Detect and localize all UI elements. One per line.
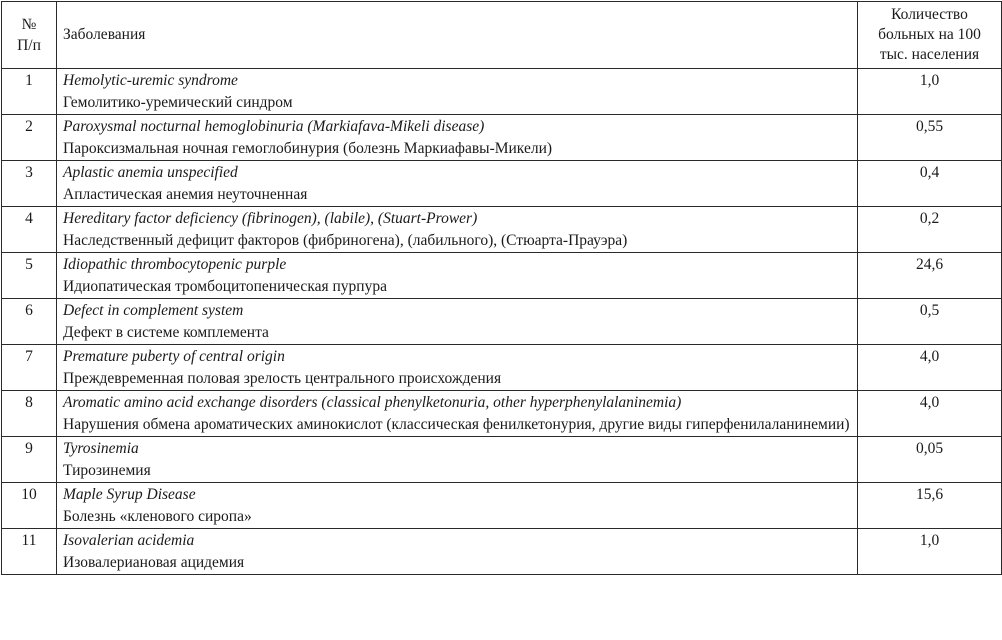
disease-name-en: Isovalerian acidemia	[63, 532, 195, 549]
header-count-line2: больных на 100	[878, 26, 981, 43]
table-row	[2, 391, 1002, 437]
row-number: 9	[2, 437, 57, 483]
disease-name-en: Tyrosinemia	[63, 440, 139, 457]
row-number: 2	[2, 115, 57, 161]
disease-name-en: Maple Syrup Disease	[63, 486, 196, 503]
disease-name-en: Idiopathic thrombocytopenic purple	[63, 256, 287, 273]
disease-name-ru: Преждевременная половая зрелость центрального происхождения	[63, 370, 502, 387]
table-row	[2, 345, 1002, 391]
row-number: 7	[2, 345, 57, 391]
disease-name-ru: Апластическая анемия неуточненная	[63, 186, 308, 203]
table-row	[2, 253, 1002, 299]
table-body	[2, 69, 1002, 575]
row-count: 15,6	[858, 483, 1002, 529]
row-number: 11	[2, 529, 57, 575]
disease-name-en: Hereditary factor deficiency (fibrinogen), (labile), (Stuart-Prower)	[63, 210, 478, 227]
table-row	[2, 207, 1002, 253]
header-count-line3: тыс. населения	[879, 46, 980, 63]
row-number: 4	[2, 207, 57, 253]
disease-name-ru: Тирозинемия	[63, 462, 151, 479]
row-disease	[57, 115, 858, 161]
row-count: 4,0	[858, 391, 1002, 437]
table-row	[2, 161, 1002, 207]
row-disease	[57, 391, 858, 437]
row-number: 6	[2, 299, 57, 345]
disease-name-ru: Нарушения обмена ароматических аминокислот (классическая фенилкетонурия, другие виды гиперфенилаланинемии)	[63, 416, 850, 433]
disease-name-en: Premature puberty of central origin	[63, 348, 285, 365]
row-disease	[57, 299, 858, 345]
row-count: 0,4	[858, 161, 1002, 207]
table-row	[2, 483, 1002, 529]
table-row	[2, 115, 1002, 161]
disease-name-ru: Дефект в системе комплемента	[63, 324, 269, 341]
disease-name-en: Hemolytic-uremic syndrome	[63, 72, 238, 89]
header-number-symbol: №	[21, 16, 37, 33]
header-number	[2, 2, 57, 69]
disease-name-ru: Идиопатическая тромбоцитопеническая пурпура	[63, 278, 387, 295]
row-number: 1	[2, 69, 57, 115]
row-count: 0,55	[858, 115, 1002, 161]
disease-name-ru: Гемолитико-уремический синдром	[63, 94, 293, 111]
row-number: 8	[2, 391, 57, 437]
row-number: 5	[2, 253, 57, 299]
row-count: 24,6	[858, 253, 1002, 299]
row-count: 1,0	[858, 69, 1002, 115]
disease-table	[1, 1, 1002, 575]
row-disease	[57, 207, 858, 253]
table-row	[2, 529, 1002, 575]
header-disease: Заболевания	[57, 2, 858, 69]
row-disease	[57, 483, 858, 529]
row-disease	[57, 69, 858, 115]
disease-name-ru: Наследственный дефицит факторов (фибриногена), (лабильного), (Стюарта-Прауэра)	[63, 232, 628, 249]
row-disease	[57, 161, 858, 207]
table-row	[2, 69, 1002, 115]
row-count: 0,2	[858, 207, 1002, 253]
disease-name-ru: Пароксизмальная ночная гемоглобинурия (болезнь Маркиафавы-Микели)	[63, 140, 553, 157]
table-row	[2, 299, 1002, 345]
row-count: 1,0	[858, 529, 1002, 575]
row-number: 10	[2, 483, 57, 529]
row-disease	[57, 437, 858, 483]
header-count	[858, 2, 1002, 69]
row-disease	[57, 345, 858, 391]
disease-name-en: Paroxysmal nocturnal hemoglobinuria (Markiafava-Mikeli disease)	[63, 118, 485, 135]
disease-name-en: Aromatic amino acid exchange disorders (classical phenylketonuria, other hyperphenylalaninemia)	[63, 394, 682, 411]
disease-name-en: Defect in complement system	[63, 302, 244, 319]
row-count: 4,0	[858, 345, 1002, 391]
table-header-row	[2, 2, 1002, 69]
row-number: 3	[2, 161, 57, 207]
header-number-abbrev: П/п	[17, 37, 41, 54]
row-disease	[57, 529, 858, 575]
disease-name-en: Aplastic anemia unspecified	[63, 164, 238, 181]
disease-name-ru: Изовалериановая ацидемия	[63, 554, 245, 571]
disease-name-ru: Болезнь «кленового сиропа»	[63, 508, 252, 525]
row-count: 0,05	[858, 437, 1002, 483]
table-row	[2, 437, 1002, 483]
row-count: 0,5	[858, 299, 1002, 345]
header-count-line1: Количество	[891, 6, 968, 23]
row-disease	[57, 253, 858, 299]
